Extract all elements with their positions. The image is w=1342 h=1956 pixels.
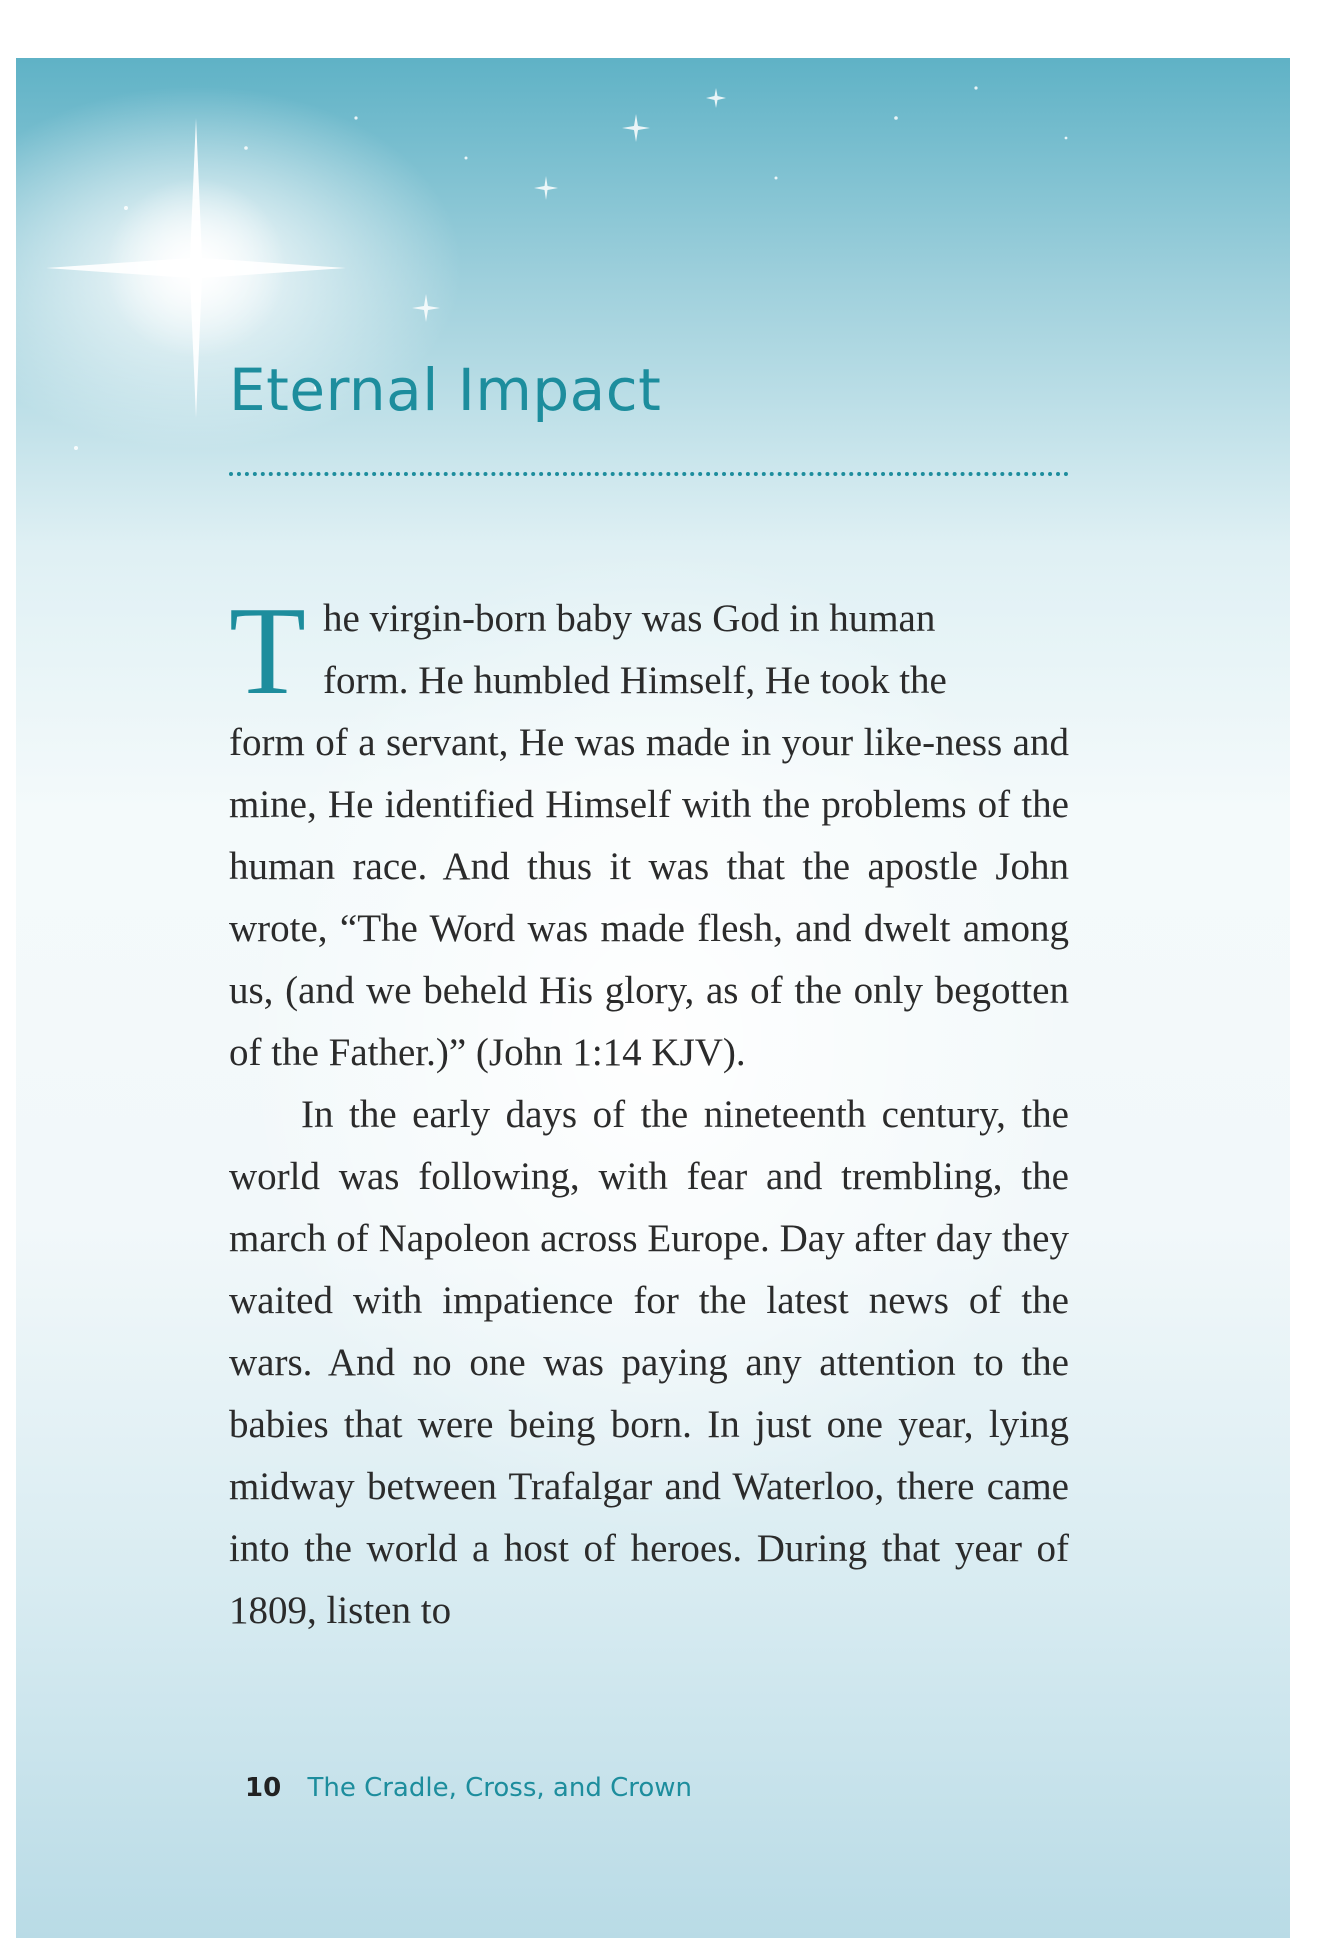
body-text (229, 582, 1069, 1642)
paragraph-first-line1: he virgin-born baby was God in human (323, 597, 936, 640)
page-number: 10 (245, 1773, 282, 1803)
paragraph-first-line2: form. He humbled Himself, He took the (323, 659, 947, 702)
paragraph-second: In the early days of the nineteenth century, the world was following, with fear and trembling, the march of Napoleon across Europe. Day after day they waited with impatience for the latest news of the wars. And no one was paying any attention to the babies that were being born. In just one year, lying midway between Trafalgar and Waterloo, there came into the world a host of heroes. During that year of 1809, listen to (229, 1093, 1069, 1632)
book-page (16, 58, 1290, 1938)
running-title: The Cradle, Cross, and Crown (307, 1773, 693, 1803)
drop-cap: T (229, 582, 306, 721)
starry-sky-decoration (16, 58, 1290, 518)
page-footer (245, 1773, 692, 1803)
page-title: Eternal Impact (229, 356, 662, 424)
paragraph-first-rest: form of a servant, He was made in your like-ness and mine, He identified Himself with the problems of the human race. And thus it was that the apostle John wrote, “The Word was made flesh, and dwelt among us, (and we beheld His glory, as of the only begotten of the Father.)” (John 1:14 KJV). (229, 721, 1069, 1074)
paragraph-first (229, 582, 1069, 1084)
dotted-divider (229, 472, 1069, 476)
